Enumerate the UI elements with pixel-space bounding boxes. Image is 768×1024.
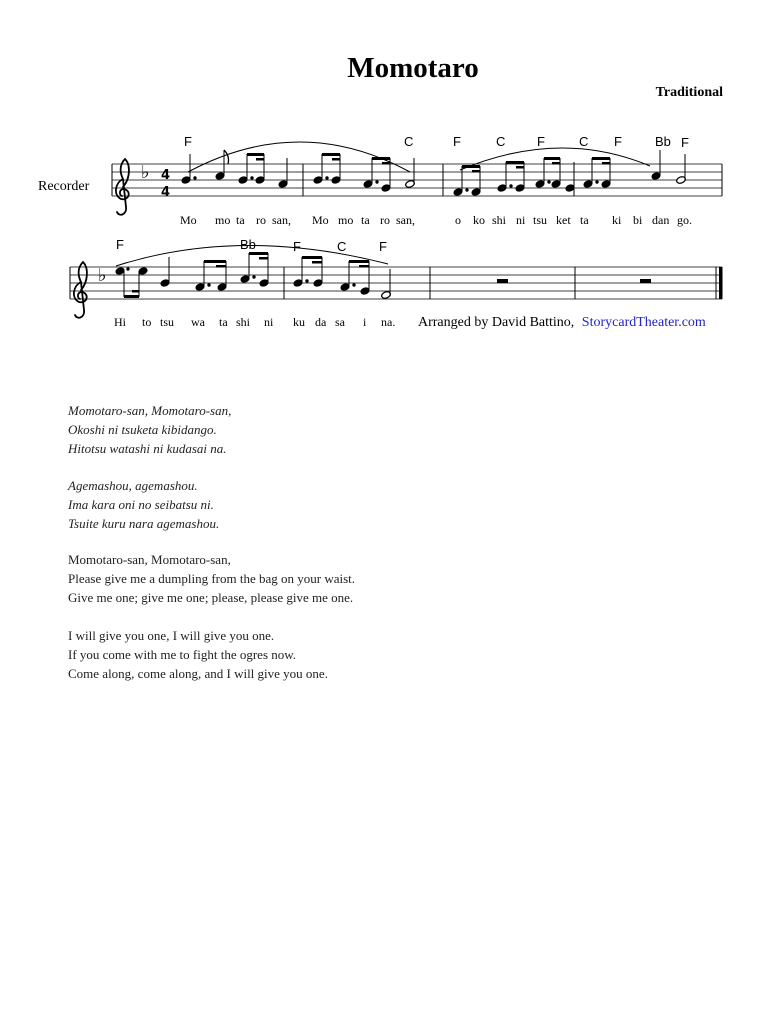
lyric-syllable: san, <box>396 213 415 227</box>
lyric-syllable: ta <box>361 213 370 227</box>
lyric-syllable: dan <box>652 213 670 227</box>
lyric-syllable: i <box>363 315 367 329</box>
verse-4 <box>68 626 328 683</box>
composer-label: Traditional <box>655 85 723 100</box>
chord-symbol: Bb <box>240 237 256 252</box>
system-1 <box>38 134 722 227</box>
verse-line: Hitotsu watashi ni kudasai na. <box>68 441 227 456</box>
lyrics-line-2 <box>114 315 395 329</box>
lyric-syllable: na. <box>381 315 396 329</box>
lyric-syllable: mo <box>338 213 354 227</box>
verse-line: Agemashou, agemashou. <box>68 478 198 493</box>
flat-key-signature: ♭ <box>141 162 150 183</box>
lyric-syllable: mo <box>215 213 231 227</box>
lyric-syllable: ta <box>236 213 245 227</box>
verse-line: Come along, come along, and I will give you one. <box>68 666 328 681</box>
lyric-syllable: ro <box>256 213 266 227</box>
verse-3 <box>68 550 355 607</box>
verse-line: Momotaro-san, Momotaro-san, <box>68 403 232 418</box>
flat-key-signature: ♭ <box>98 265 107 286</box>
verse-1 <box>68 401 231 458</box>
chord-symbol: F <box>184 134 192 149</box>
chord-symbol: F <box>379 239 387 254</box>
chord-symbol: F <box>537 134 545 149</box>
verse-2 <box>68 476 219 533</box>
chord-symbol: C <box>404 134 414 149</box>
verse-line: Tsuite kuru nara agemashou. <box>68 516 220 531</box>
lyric-syllable: ki <box>612 213 622 227</box>
song-title: Momotaro <box>347 52 479 84</box>
chord-symbol: C <box>337 239 347 254</box>
storycard-theater-link[interactable]: StorycardTheater.com <box>581 315 706 330</box>
lyric-syllable: da <box>315 315 327 329</box>
lyric-syllable: shi <box>492 213 507 227</box>
chord-symbol: Bb <box>655 134 671 149</box>
lyric-syllable: ko <box>473 213 485 227</box>
lyric-syllable: ta <box>580 213 589 227</box>
lyric-syllable: o <box>455 213 461 227</box>
chord-symbol: F <box>453 134 461 149</box>
staff-lines <box>112 164 722 196</box>
lyric-syllable: to <box>142 315 152 329</box>
instrument-label: Recorder <box>38 179 90 194</box>
system-2 <box>70 237 723 330</box>
final-barline <box>719 267 723 299</box>
notes-measure-2 <box>313 153 415 192</box>
notes-measure-1 <box>181 150 288 188</box>
time-signature-bottom: 4 <box>161 185 171 200</box>
lyric-syllable: ni <box>516 213 526 227</box>
verse-line: Please give me a dumpling from the bag on your waist. <box>68 571 356 586</box>
verse-line: Momotaro-san, Momotaro-san, <box>68 552 231 567</box>
lyric-syllable: tsu <box>533 213 548 227</box>
lyric-syllable: Mo <box>180 213 197 227</box>
lyric-syllable: ku <box>293 315 305 329</box>
verse-line: Give me one; give me one; please, please give me one. <box>68 590 354 605</box>
lyric-syllable: tsu <box>160 315 175 329</box>
lyric-syllable: Mo <box>312 213 329 227</box>
whole-rest <box>640 279 651 283</box>
arranger-credit <box>418 315 706 330</box>
whole-rest <box>497 279 508 283</box>
verse-line: If you come with me to fight the ogres now. <box>68 647 297 662</box>
lyric-syllable: ro <box>380 213 390 227</box>
lyric-syllable: shi <box>236 315 251 329</box>
lyrics-line-1 <box>180 213 692 227</box>
notes-measure-3 <box>453 157 575 196</box>
lyric-syllable: san, <box>272 213 291 227</box>
lyric-syllable: Hi <box>114 315 126 329</box>
chord-symbol: F <box>116 237 124 252</box>
treble-clef <box>116 159 129 215</box>
treble-clef <box>74 262 87 318</box>
chord-symbol: F <box>293 239 301 254</box>
verse-line: Okoshi ni tsuketa kibidango. <box>68 422 217 437</box>
arranger-text: Arranged by David Battino, <box>418 315 575 330</box>
notes-measure-4 <box>583 150 686 188</box>
lyric-syllable: go. <box>677 213 692 227</box>
lyric-syllable: sa <box>335 315 345 329</box>
chord-symbols-2 <box>116 237 387 254</box>
lyric-syllable: bi <box>633 213 643 227</box>
lyric-syllable: ket <box>556 213 571 227</box>
notes-measure-6 <box>293 256 391 299</box>
chord-symbol: F <box>614 134 622 149</box>
lyric-syllable: wa <box>191 315 205 329</box>
music-score <box>0 0 768 360</box>
lyric-syllable: ni <box>264 315 274 329</box>
chord-symbol: C <box>496 134 506 149</box>
verse-line: Ima kara oni no seibatsu ni. <box>68 497 214 512</box>
time-signature-top: 4 <box>161 168 171 183</box>
verse-line: I will give you one, I will give you one. <box>68 628 275 643</box>
chord-symbol: C <box>579 134 589 149</box>
chord-symbol: F <box>681 135 689 150</box>
chord-symbols-1 <box>184 134 689 150</box>
lyric-syllable: ta <box>219 315 228 329</box>
